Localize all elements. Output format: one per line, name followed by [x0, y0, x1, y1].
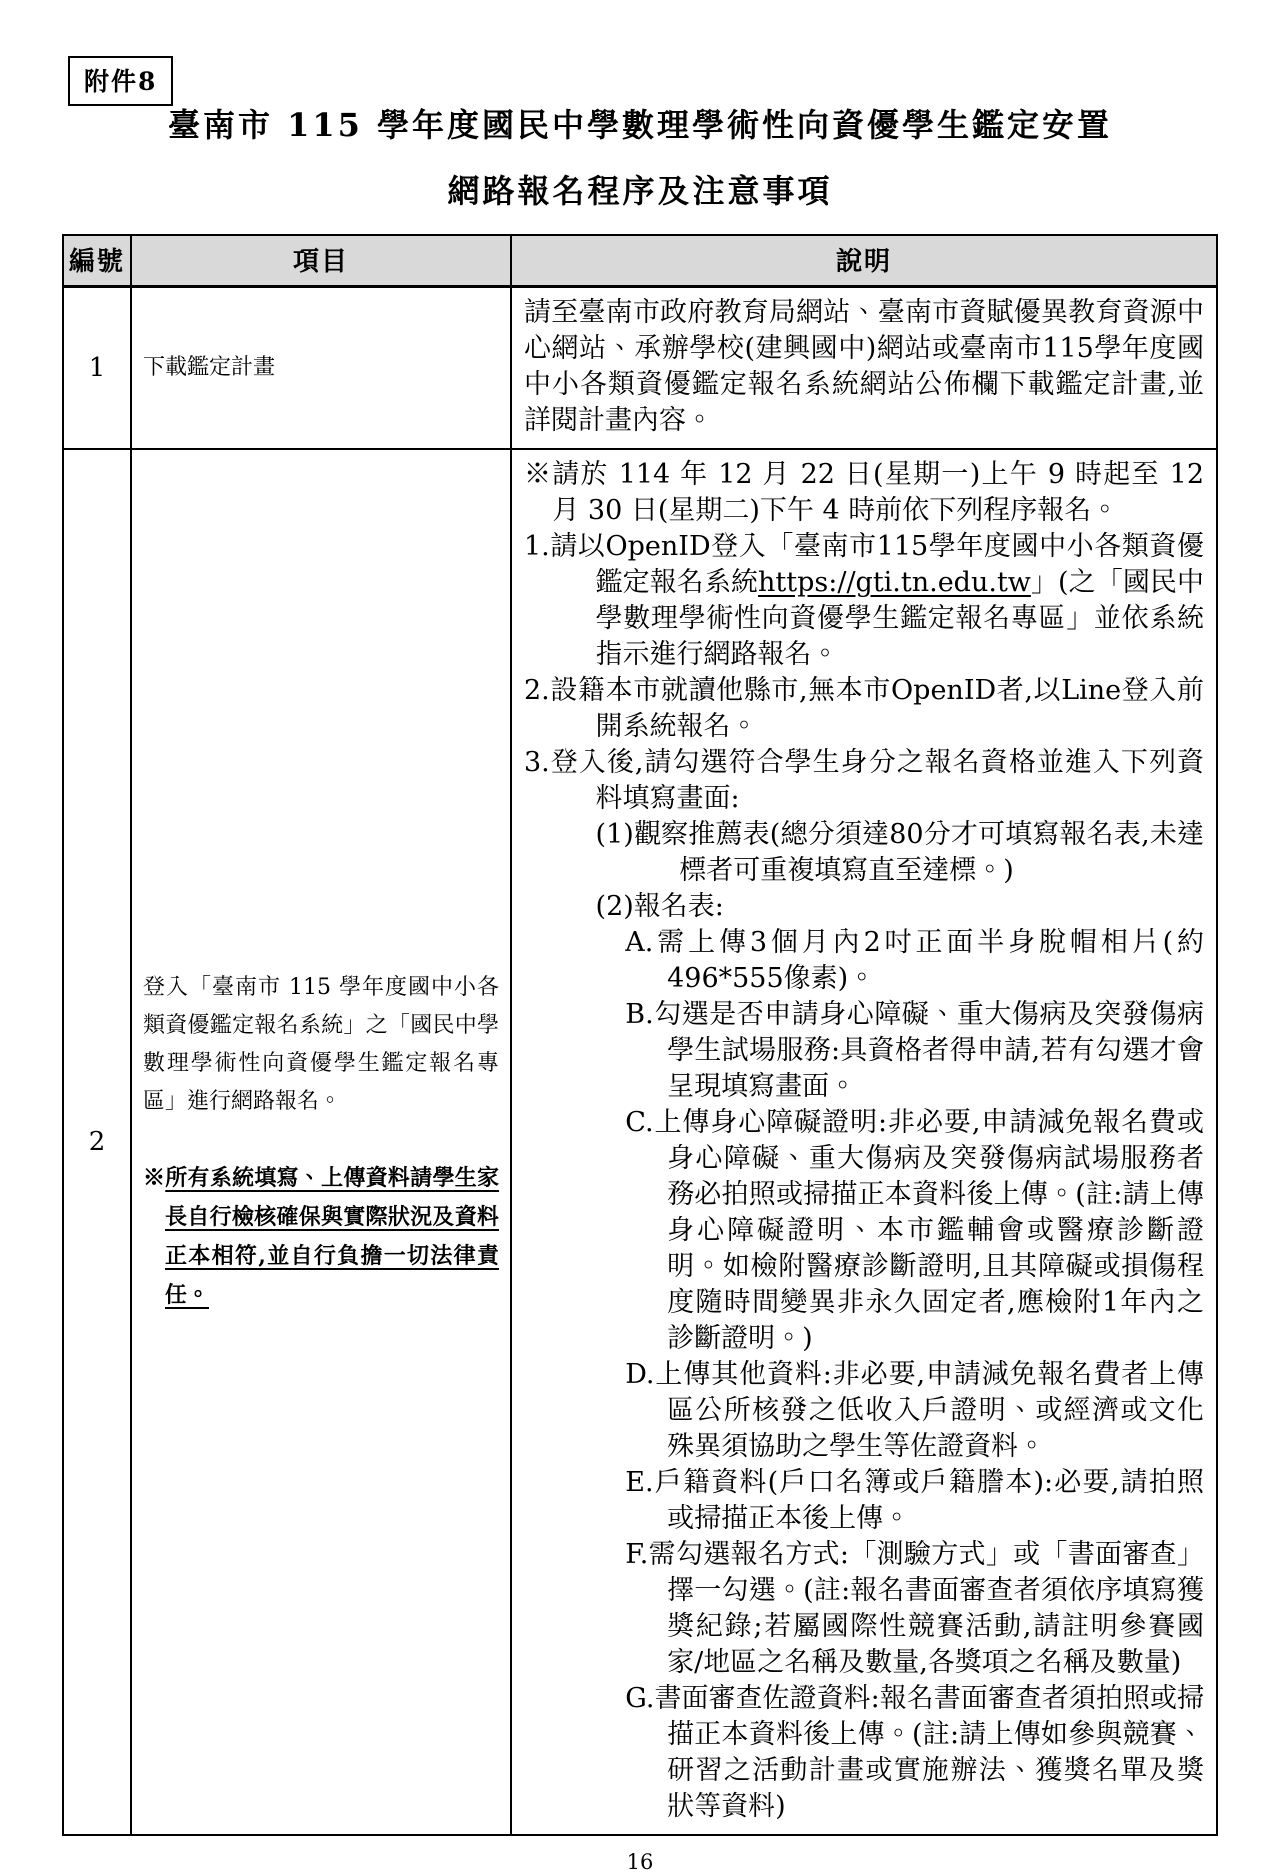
column-header-number: 編號 — [63, 235, 131, 287]
page-title: 臺南市 115 學年度國民中學數理學術性向資優學生鑑定安置 — [167, 106, 1113, 144]
sub-item-1-text: 觀察推薦表(總分須達80分才可填寫報名表,未達標者可重複填寫直至達標。) — [633, 819, 1204, 886]
row2-item-warning-note — [143, 1159, 499, 1315]
table-header-row — [63, 235, 1217, 287]
letter-item-C-marker: C. — [625, 1107, 654, 1138]
letter-item-E-marker: E. — [625, 1467, 654, 1498]
row1-number: 1 — [63, 287, 131, 450]
row1-description-text: 請至臺南市政府教育局網站、臺南市資賦優異教育資源中心網站、承辦學校(建興國中)網站或臺南市115學年度國中小各類資優鑑定報名系統網站公佈欄下載鑑定計畫,並詳閱計畫內容。 — [524, 297, 1204, 436]
column-header-description: 說明 — [511, 235, 1217, 287]
letter-item-E — [625, 1465, 1204, 1537]
letter-item-E-text: 戶籍資料(戶口名簿或戶籍謄本):必要,請拍照或掃描正本後上傳。 — [653, 1467, 1204, 1534]
sub-item-2-text: 報名表: — [633, 891, 724, 922]
row2-number: 2 — [63, 449, 131, 1835]
step-2-marker: 2. — [524, 675, 550, 706]
row2-item-warning-text: 所有系統填寫、上傳資料請學生家長自行檢核確保與實際狀況及資料正本相符,並自行負擔一切法律責任。 — [165, 1165, 499, 1308]
step-3-marker: 3. — [524, 747, 550, 778]
procedure-table — [62, 234, 1218, 1836]
sub-item-1 — [596, 817, 1204, 889]
step-1-marker: 1. — [524, 531, 550, 562]
step-3 — [524, 745, 1204, 817]
table-row-1 — [63, 287, 1217, 450]
column-header-item: 項目 — [131, 235, 511, 287]
letter-item-A-marker: A. — [625, 927, 654, 958]
letter-item-D — [625, 1357, 1204, 1465]
sub-item-2 — [596, 889, 1204, 925]
registration-deadline-note — [524, 457, 1204, 529]
letter-item-C — [625, 1105, 1204, 1357]
letter-item-D-text: 上傳其他資料:非必要,申請減免報名費者上傳區公所核發之低收入戶證明、或經濟或文化殊異須協助之學生等佐證資料。 — [654, 1359, 1204, 1462]
letter-item-B — [625, 997, 1204, 1105]
page-number: 16 — [626, 1850, 654, 1874]
letter-item-G-marker: G. — [625, 1683, 655, 1714]
letter-item-A-text: 需上傳3個月內2吋正面半身脫帽相片(約496*555像素)。 — [653, 927, 1204, 994]
letter-item-C-text: 上傳身心障礙證明:非必要,申請減免報名費或身心障礙、重大傷病及突發傷病試場服務者務必拍照或掃描正本資料後上傳。(註:請上傳身心障礙證明、本市鑑輔會或醫療診斷證明。如檢附醫療診斷證明,且其障礙或損傷程度隨時間變異非永久固定者,應檢附1年內之診斷證明。) — [653, 1107, 1204, 1354]
deadline-asterisk-marker: ※ — [524, 459, 553, 490]
letter-item-F — [625, 1537, 1204, 1681]
row2-description — [511, 449, 1217, 1835]
letter-item-D-marker: D. — [625, 1359, 655, 1390]
letter-item-F-text: 需勾選報名方式:「測驗方式」或「書面審查」擇一勾選。(註:報名書面審查者須依序填寫獲獎紀錄;若屬國際性競賽活動,請註明參賽國家/地區之名稱及數量,各獎項之名稱及數量) — [648, 1539, 1204, 1678]
note-asterisk-marker: ※ — [143, 1165, 166, 1191]
letter-item-G-text: 書面審查佐證資料:報名書面審查者須拍照或掃描正本資料後上傳。(註:請上傳如參與競賽、研習之活動計畫或實施辦法、獲獎名單及獎狀等資料) — [654, 1683, 1204, 1822]
registration-system-link[interactable]: https://gti.tn.edu.tw — [758, 567, 1031, 598]
row1-item: 下載鑑定計畫 — [131, 287, 511, 450]
row2-item — [131, 449, 511, 1835]
step-2-text: 設籍本市就讀他縣市,無本市OpenID者,以Line登入前開系統報名。 — [549, 675, 1204, 742]
letter-item-F-marker: F. — [625, 1539, 649, 1570]
row1-description — [511, 287, 1217, 450]
table-row-2 — [63, 449, 1217, 1835]
sub-item-1-marker: (1) — [595, 819, 634, 850]
row2-item-paragraph: 登入「臺南市 115 學年度國中小各類資優鑑定報名系統」之「國民中學數理學術性向資優學生鑑定報名專區」進行網路報名。 — [143, 975, 499, 1114]
step-1 — [524, 529, 1204, 673]
attachment-label: 附件8 — [68, 56, 173, 106]
step-2 — [524, 673, 1204, 745]
deadline-text: 請於 114 年 12 月 22 日(星期一)上午 9 時起至 12 月 30 日(星期二)下午 4 時前依下列程序報名。 — [552, 459, 1205, 526]
letter-item-B-text: 勾選是否申請身心障礙、重大傷病及突發傷病學生試場服務:具資格者得申請,若有勾選才會呈現填寫畫面。 — [653, 999, 1204, 1102]
sub-item-2-marker: (2) — [595, 891, 634, 922]
step-3-text: 登入後,請勾選符合學生身分之報名資格並進入下列資料填寫畫面: — [549, 747, 1204, 814]
page-subtitle: 網路報名程序及注意事項 — [447, 172, 833, 210]
letter-item-G — [625, 1681, 1204, 1825]
letter-item-A — [625, 925, 1204, 997]
document-header — [0, 0, 1280, 212]
step-1-text-pre: 請以OpenID登入「臺南市115學年度國中小各類資優鑑定報名系統 — [549, 531, 1204, 598]
letter-item-B-marker: B. — [625, 999, 654, 1030]
step-1-text-post: 」(之「國民中學數理學術性向資優學生鑑定報名專區」並依系統指示進行網路報名。 — [595, 567, 1204, 670]
